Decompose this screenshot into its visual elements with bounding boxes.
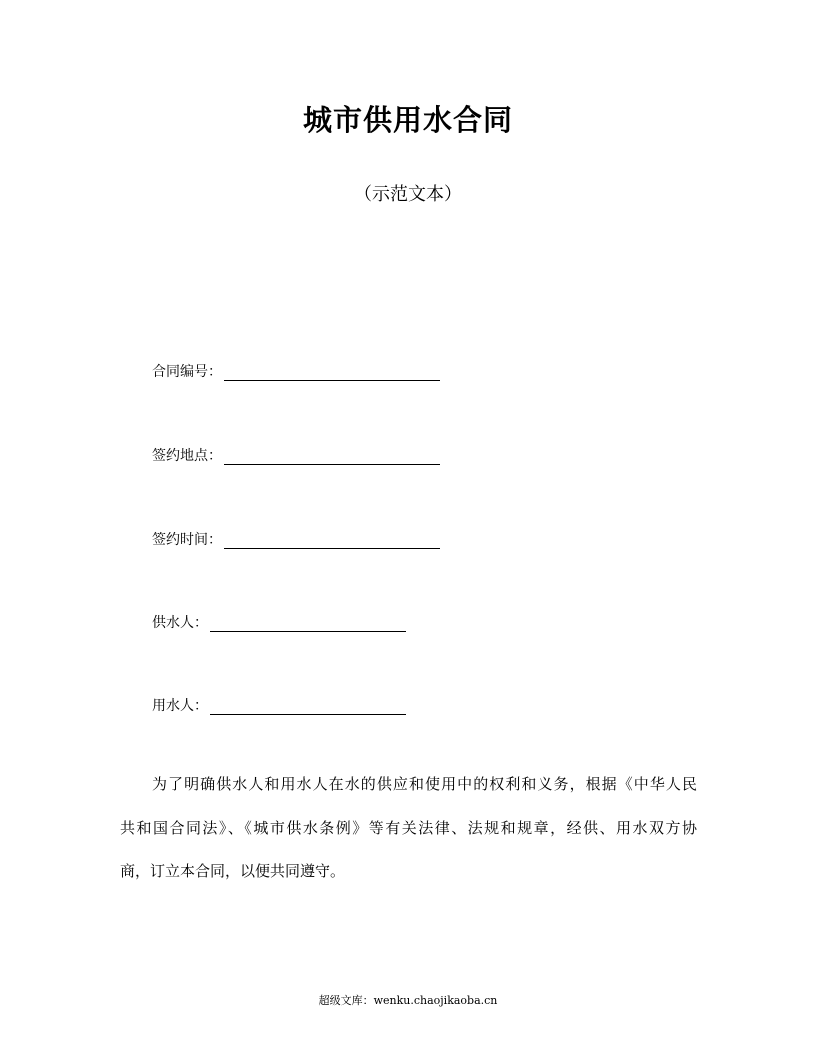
field-label: 合同编号： [152, 364, 222, 380]
document-title: 城市供用水合同 [302, 103, 513, 137]
preamble-line: 商，订立本合同，以便共同遵守。 [120, 862, 346, 880]
preamble-line: 共和国合同法》、《城市供水条例》等有关法律、法规和规章，经供、用水双方协 [120, 819, 697, 837]
footer-source: 超级文库：wenku.chaojikaoba.cn [318, 994, 498, 1007]
water-user-blank[interactable] [210, 698, 406, 715]
water-supplier-blank[interactable] [210, 615, 406, 632]
signing-time-field [152, 527, 440, 549]
signing-time-blank[interactable] [224, 532, 440, 549]
contract-number-field [152, 359, 440, 381]
field-label: 签约时间： [152, 532, 222, 548]
signing-place-blank[interactable] [224, 448, 440, 465]
field-label: 用水人： [152, 698, 208, 714]
contract-number-blank[interactable] [224, 364, 440, 381]
field-label: 签约地点： [152, 448, 222, 464]
preamble-line: 为了明确供水人和用水人在水的供应和使用中的权利和义务，根据《中华人民 [152, 775, 697, 793]
document-subtitle: （示范文本） [354, 184, 462, 205]
water-supplier-field [152, 610, 406, 632]
field-label: 供水人： [152, 615, 208, 631]
signing-place-field [152, 443, 440, 465]
water-user-field [152, 693, 406, 715]
